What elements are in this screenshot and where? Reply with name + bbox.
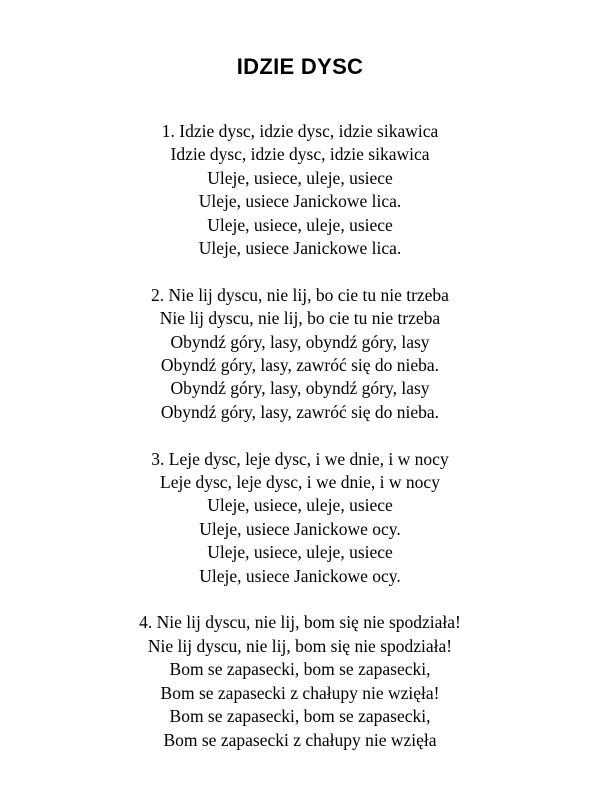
lyric-line: 1. Idzie dysc, idzie dysc, idzie sikawica bbox=[161, 121, 439, 141]
lyric-line: Nie lij dyscu, nie lij, bo cie tu nie trzeba bbox=[159, 308, 441, 329]
lyric-line: Obyndź góry, lasy, zawróć się do nieba. bbox=[160, 355, 440, 376]
lyric-line: Leje dysc, leje dysc, i we dnie, i w nocy bbox=[160, 472, 440, 493]
lyric-line: Bom se zapasecki, bom se zapasecki, bbox=[169, 659, 431, 680]
lyric-line: 4. Nie lij dyscu, nie lij, bom się nie spodziała! bbox=[139, 612, 461, 633]
lyric-line: Obyndź góry, lasy, obyndź góry, lasy bbox=[170, 378, 430, 399]
lyric-line: Uleje, usiece Janickowe lica. bbox=[198, 238, 402, 259]
lyric-line: Idzie dysc, idzie dysc, idzie sikawica bbox=[170, 144, 430, 165]
song-title: IDZIE DYSC bbox=[236, 54, 364, 79]
lyric-line: Bom se zapasecki, bom se zapasecki, bbox=[169, 706, 431, 727]
song-lyrics bbox=[0, 120, 600, 775]
lyric-line: Uleje, usiece, uleje, usiece bbox=[207, 167, 393, 188]
lyric-line: Nie lij dyscu, nie lij, bom się nie spodziała! bbox=[147, 635, 453, 656]
lyric-line: Uleje, usiece, uleje, usiece bbox=[207, 214, 393, 235]
lyric-line: Obyndź góry, lasy, zawróć się do nieba. bbox=[160, 401, 440, 422]
stanza-3 bbox=[0, 448, 600, 588]
stanza-2 bbox=[0, 284, 600, 424]
lyric-line: 2. Nie lij dyscu, nie lij, bo cie tu nie trzeba bbox=[151, 284, 449, 305]
lyric-line: Bom se zapasecki z chałupy nie wzięła bbox=[163, 729, 437, 750]
lyric-line: Uleje, usiece, uleje, usiece bbox=[207, 542, 393, 563]
lyric-line: Uleje, usiece Janickowe ocy. bbox=[199, 565, 401, 586]
stanza-1 bbox=[0, 120, 600, 260]
stanza-4 bbox=[0, 611, 600, 751]
lyric-line: Bom se zapasecki z chałupy nie wzięła! bbox=[160, 682, 440, 703]
lyric-line: 3. Leje dysc, leje dysc, i we dnie, i w nocy bbox=[151, 448, 449, 469]
lyric-line: Obyndź góry, lasy, obyndź góry, lasy bbox=[170, 331, 430, 352]
lyric-line: Uleje, usiece, uleje, usiece bbox=[207, 495, 393, 516]
lyric-line: Uleje, usiece Janickowe lica. bbox=[198, 191, 402, 212]
lyric-line: Uleje, usiece Janickowe ocy. bbox=[199, 518, 401, 539]
